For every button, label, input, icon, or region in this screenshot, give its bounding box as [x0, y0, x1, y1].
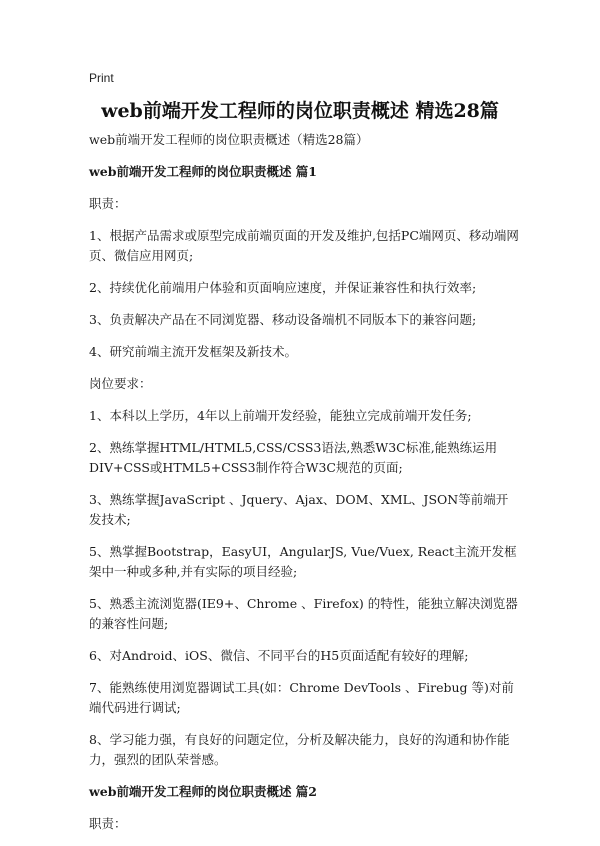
section-2-duties-label: 职责： — [89, 816, 127, 831]
section-2-heading: web前端开发工程师的岗位职责概述 篇2 — [89, 784, 318, 799]
requirement-item: 2、熟练掌握HTML/HTML5,CSS/CSS3语法,熟悉W3C标准,能熟练运用DIV+CSS或HTML5+CSS3制作符合W3C规范的页面; — [89, 440, 498, 475]
requirement-item: 3、熟练掌握JavaScript 、Jquery、Ajax、DOM、XML、JSON等前端开发技术; — [89, 492, 509, 527]
duty-item: 2、持续优化前端用户体验和页面响应速度，并保证兼容性和执行效率; — [89, 280, 477, 295]
requirement-item: 8、学习能力强，有良好的问题定位，分析及解决能力，良好的沟通和协作能力，强烈的团队荣誉感。 — [89, 732, 510, 767]
requirement-item: 5、熟掌握Bootstrap，EasyUI，AngularJS, Vue/Vuex, React主流开发框架中一种或多种,并有实际的项目经验; — [89, 544, 517, 579]
duty-item: 4、研究前端主流开发框架及新技术。 — [89, 344, 297, 359]
requirement-item: 1、本科以上学历，4年以上前端开发经验，能独立完成前端开发任务; — [89, 408, 472, 423]
section-1-requirements-label: 岗位要求： — [89, 376, 152, 391]
requirement-item: 6、对Android、iOS、微信、不同平台的H5页面适配有较好的理解; — [89, 648, 469, 663]
duty-item: 3、负责解决产品在不同浏览器、移动设备端机不同版本下的兼容问题; — [89, 312, 477, 327]
section-1-duties-label: 职责： — [89, 196, 127, 211]
print-label: Print — [89, 71, 114, 85]
duty-item: 1、根据产品需求或原型完成前端页面的开发及维护,包括PC端网页、移动端网页、微信应用网页; — [89, 228, 519, 263]
requirement-item: 5、熟悉主流浏览器(IE9+、Chrome 、Firefox) 的特性，能独立解决浏览器的兼容性问题; — [89, 596, 518, 631]
document-body — [89, 130, 519, 846]
requirement-item: 7、能熟练使用浏览器调试工具(如：Chrome DevTools 、Firebug 等)对前端代码进行调试; — [89, 680, 514, 715]
document-subtitle: web前端开发工程师的岗位职责概述（精选28篇） — [89, 132, 369, 147]
document-title: web前端开发工程师的岗位职责概述 精选28篇 — [101, 100, 499, 122]
section-1-heading: web前端开发工程师的岗位职责概述 篇1 — [89, 164, 318, 179]
